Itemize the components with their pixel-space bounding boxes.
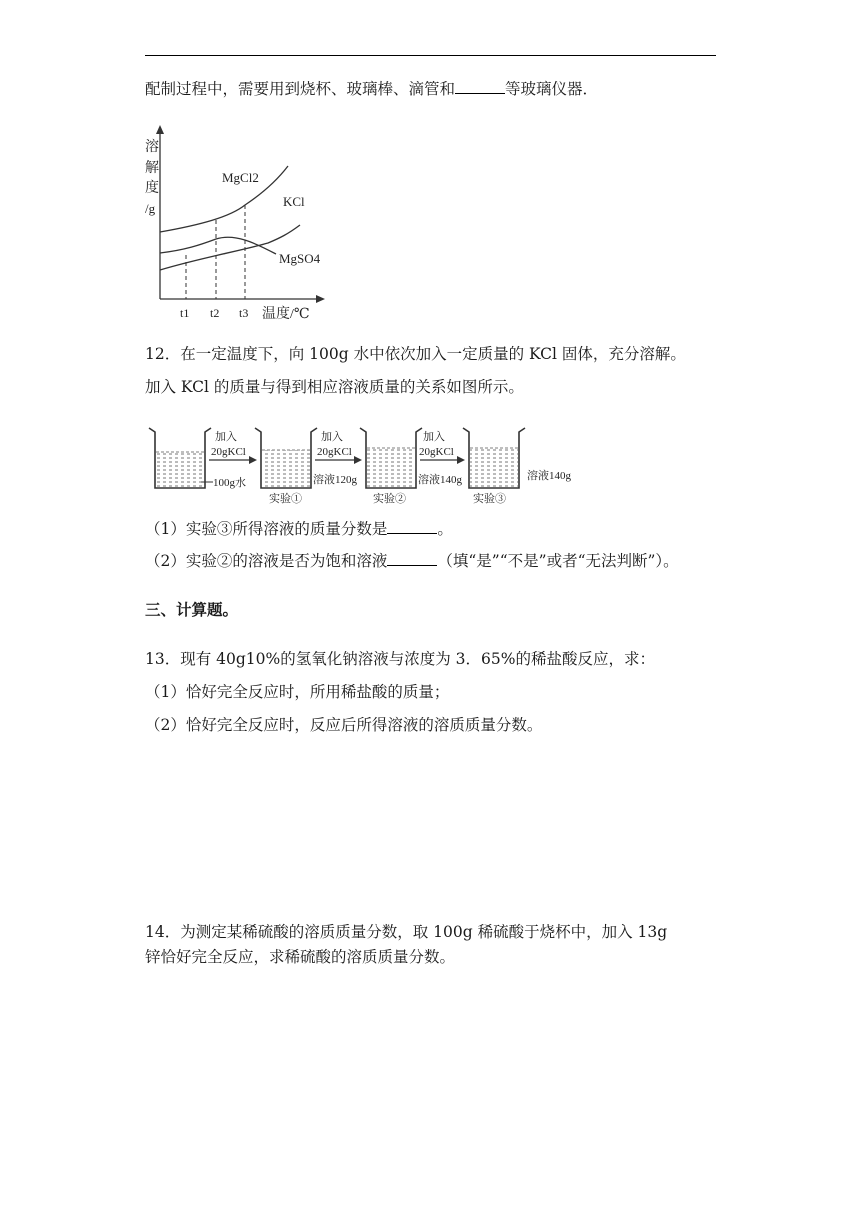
answer-blank[interactable] xyxy=(387,519,437,534)
add-label-1-line1: 加入 xyxy=(215,431,237,443)
add-label-2-line1: 加入 xyxy=(321,431,343,443)
q13-sub1: （1）恰好完全反应时，所用稀盐酸的质量； xyxy=(145,683,450,701)
label-mgso4: MgSO4 xyxy=(279,251,321,266)
exp-label-1: 实验① xyxy=(269,493,302,505)
beaker-2 xyxy=(255,428,317,488)
y-label-4: /g xyxy=(145,201,156,216)
y-label-3: 度 xyxy=(145,181,159,196)
beaker-3 xyxy=(360,428,422,488)
q12-sub1 xyxy=(145,518,453,540)
section-heading: 三、计算题。 xyxy=(145,600,239,619)
q14-line2: 锌恰好完全反应，求稀硫酸的溶质质量分数。 xyxy=(145,948,456,966)
q12-sub1-after: 。 xyxy=(437,520,453,538)
tick-t1: t1 xyxy=(180,306,190,320)
q13-sub2: （2）恰好完全反应时，反应后所得溶液的溶质质量分数。 xyxy=(145,716,543,734)
add-label-1-line2: 20gKCl xyxy=(211,446,246,458)
y-label-2: 解 xyxy=(145,161,159,176)
q13-line1: 13．现有 40g10%的氢氧化钠溶液与浓度为 3．65%的稀盐酸反应，求： xyxy=(145,650,655,668)
q12-sub1-before: （1）实验③所得溶液的质量分数是 xyxy=(145,520,388,538)
x-axis-label: 温度/℃ xyxy=(262,307,310,322)
beaker-1 xyxy=(149,428,211,488)
add-label-2-line2: 20gKCl xyxy=(317,446,352,458)
add-label-3-line2: 20gKCl xyxy=(419,446,454,458)
exp-label-2: 实验② xyxy=(373,493,406,505)
q12-sub2 xyxy=(145,550,679,572)
tick-t2: t2 xyxy=(210,306,220,320)
water-label: 100g水 xyxy=(213,477,246,489)
sol-label-1: 溶液120g xyxy=(313,474,357,486)
q14-line1: 14．为测定某稀硫酸的溶质质量分数，取 100g 稀硫酸于烧杯中，加入 13g xyxy=(145,923,668,941)
p1-text-before: 配制过程中，需要用到烧杯、玻璃棒、滴管和 xyxy=(145,80,456,98)
curve-mgso4 xyxy=(160,237,276,254)
q12-line2: 加入 KCl 的质量与得到相应溶液质量的关系如图所示。 xyxy=(145,378,524,396)
answer-blank[interactable] xyxy=(387,551,437,566)
beaker-4 xyxy=(463,428,525,488)
y-axis-arrow xyxy=(156,125,164,134)
q12-sub2-after: （填“是”“不是”或者“无法判断”）。 xyxy=(437,552,679,570)
exp-label-3: 实验③ xyxy=(473,493,506,505)
sol-label-2: 溶液140g xyxy=(418,474,462,486)
q12-line1: 12．在一定温度下，向 100g 水中依次加入一定质量的 KCl 固体，充分溶解。 xyxy=(145,345,686,363)
label-kcl: KCl xyxy=(283,194,305,209)
label-mgcl2: MgCl2 xyxy=(222,170,259,185)
solubility-chart xyxy=(140,125,340,325)
header-rule xyxy=(145,55,716,56)
answer-blank[interactable] xyxy=(455,79,505,94)
q12-sub2-before: （2）实验②的溶液是否为饱和溶液 xyxy=(145,552,388,570)
question-11-tail xyxy=(145,78,598,100)
p1-text-after: 等玻璃仪器． xyxy=(505,80,599,98)
y-label-1: 溶 xyxy=(145,140,159,155)
beaker-diagram xyxy=(145,424,585,508)
sol-label-3: 溶液140g xyxy=(527,470,571,482)
tick-t3: t3 xyxy=(239,306,249,320)
x-axis-arrow xyxy=(316,295,325,303)
add-label-3-line1: 加入 xyxy=(423,431,445,443)
